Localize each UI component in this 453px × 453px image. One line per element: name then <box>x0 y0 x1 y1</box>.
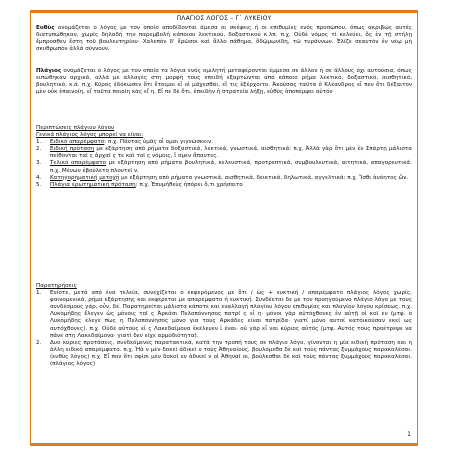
term-direct: Ευθὺς <box>36 25 55 31</box>
list-description: με εξάρτηση από ρήματα γνωστικά, αισθητικά, δεικτικά, δηλωτικά, αγγελτικά: π.χ. Ἴσθι ἀνόητος ὤν. <box>119 174 409 181</box>
page-title: ΠΛΑΓΙΟΣ ΛΟΓΟΣ – Γ΄ ΛΥΚΕΙΟΥ <box>176 15 272 22</box>
section-cases <box>36 125 412 189</box>
list-label: Πλάγια ερωτηματική πρόταση <box>50 181 136 188</box>
list-description: : π.χ. Πάντας ὑμᾶς οἶ ομαι γιγνώσκειν. <box>104 139 213 146</box>
list-text <box>50 146 412 160</box>
cases-list <box>36 139 412 189</box>
list-text: Δυο κύριες προτάσεις, συνδεόμενες παρατακτικά, κατά την τροπή τους σε πλάγιο λόγο, γίνονται η μία ειδική πρόταση και η άλλη ειδικό απαρέμφατο. π.χ. Ἠὰ ν μὲν δοκεῖ ἀδικεῖ ν τοὺς Ἀθηναίους, βουλόμεθα δὲ καὶ τοὺς πάντας ξυμμάχους παρακαλέσαι. (ευθύς λόγος) π.χ. Εἶ πον ὅτι σφίσι μὲν δοκοῖ εν ἀδικεῖ ν οἱ Ἀθηναῖ οι, βούλεσθαι δὲ καὶ τοὺς πάντας ξυμμάχους παρακαλέσαι. (πλάγιος λόγος) <box>50 339 412 368</box>
list-number: 5. <box>36 181 42 188</box>
section-heading: Παρατηρήσεις <box>36 283 77 289</box>
list-description: με εξάρτηση από ρήματα δοξαστικά, λεκτικά, γνωστικά, αισθητικά: π.χ. Ἀλλὰ γὰρ ὅτι μὲν ἐν Σπάρτῃ μάλιστα πείθονται ταῖ ς ἀρχαῖ ς τε καὶ τοῖ ς νόμοις, ἴ σμεν ἅπαντες. <box>50 146 412 160</box>
page-number: 1 <box>407 431 411 438</box>
list-item <box>36 146 412 160</box>
list-description: με εξάρτηση από ρήματα βουλητικά, κελευστικά, προτρεπτικά, συμβουλευτικά, αιτητικά, απαγορευτικά. π.χ. Μένων ἐβούλετο πλουτεῖ ν. <box>50 160 412 174</box>
list-item <box>36 160 412 174</box>
list-number: 4. <box>36 174 42 181</box>
remarks-list <box>36 290 412 368</box>
list-description: : π.χ. Ἐπυμήθεὺς ἠπόρει ὅ,τι χρήσαιτο <box>135 181 243 188</box>
list-item <box>36 290 412 340</box>
paragraph-indirect-speech <box>36 68 412 96</box>
term-indirect: Πλάγιος <box>36 68 62 74</box>
list-number: 1. <box>36 290 42 297</box>
list-label: Κατηγορηματική μετοχή <box>50 174 120 181</box>
list-text: Ενίοτε, μετά από ένα τελεία, συνεχίζεται ο εκφερόμενος με ὅτι / ὡς + ευκτική / απαρέμφατο πλάγιος λόγος χωρίς, φαινομενικά, ρήμα εξάρτησης και εκφέρεται με απαρέμφατο ή ευκτική. Συνδέεται δε με τον προηγούμενο πλάγιο λόγο με τους συνδέσμους γάρ, οὖν, δέ. Παρατηρείται μάλιστα κάποτε και εναλλαγή πλαγίου λόγου επιθυμίας και πλαγίου λόγου κρίσεως. π.χ. Λυκομήδης ἔλεγεν ὡς μόνοις τοῖ ς Ἀρκάσι Πελοπόννησος πατρί ς εἶ η· μόνοι γὰρ αὐτόχθονες ἐν αὐτῇ οἰ κοῖ εν (μτφ. ο Λυκομήδης έλεγε πως η Πελοπόννησος μόνο για τους Αρκάδες είναι πατρίδα· γιατί μόνο αυτοί κατοικούσαν εκεί ως αυτόχθονες). π.χ. Οὐδὲ αὐτοὺς εἰ ς Λακεδαίμονα ἐκέλευεν ἰ έναι· οὐ γὰρ εἶ ναι κύριος αὐτὸς (μτφ. Αυτός τους προέτρεψε να πάνε στη Λακεδαίμονα· γιατί δεν είχε αρμοδιότητα). <box>50 290 412 339</box>
list-label: Τελικό απαρέμφατο <box>50 160 106 167</box>
list-text <box>50 182 412 189</box>
list-number: 2. <box>36 146 42 153</box>
list-number: 1. <box>36 139 42 146</box>
list-text <box>50 175 412 182</box>
list-label: Ειδική πρόταση <box>50 146 95 153</box>
paragraph-direct-speech <box>36 25 412 53</box>
list-label: Ειδικό απαρέμφατο <box>50 139 105 146</box>
list-item <box>36 340 412 368</box>
paragraph-text: ονομάζεται ο λόγος με τον οποίο αποδίδονται άμεσα οι σκέψεις ή οι επιθυμίες ενός προσώπου, όπως ακριβώς αυτές διατυπώθηκαν, χωρίς δηλαδή την παρεμβολή κάποιου λεκτικού, δοξαστικού κ.λπ. π.χ. Οὐδὲ νόμος τί κελεύει, ὅς ἐν τῇ στήλῃ ἔμπροσθεν ἕστη τοῦ βουλευτηρίου· Χαλεπὸν δ' ἔρῶσοι καὶ ἄλλο πάθημα, ὅδῷμωνίδη, τῶ τυράννων. Ἐλίζε σεαυτὸν ἐν νέῳ μὴ σκυθρωπὸν ἀλλὰ σύννουν. <box>36 25 412 53</box>
section-subheading: Γενικά πλάγιος λόγος μπορεί να είναι: <box>36 132 144 139</box>
section-remarks <box>36 283 412 368</box>
section-heading: Περιπτώσεις πλάγιου λόγου <box>36 125 115 131</box>
paragraph-text: ονομάζεται ο λόγος με τον οποίο τα λόγια ενός ομιλητή μεταφέρονται έμμεσα σε άλλον ή σε άλλους όχι αυτούσια, όπως ειπώθηκαν αρχικά, αλλά με αλλαγές στη μορφή τους επειδή εξαρτώνται από κάποιο ρήμα λεκτικό, δοξαστικό, αισθητικό, βουλητικό, κ.ά. π.χ. Κῦρος ἐδόκωσεν ὅτι ἕτοιμοι εἶ οἱ μάχεσθαι, εἴ τις ἐξέρχοιτο. Ἀκούσας ταῦτα ὁ Κλέανδρος εἶ πεν ὅτι δέξαιτον μὲν οὐκ ἐπαινοίη, εἴ ταῦτα ποιοίη κάς εἴ η. Εἶ πε δὲ ὅτι, ἐπειδὴν ἡ στρατεία λήξῃ, εὐθὺς ἀποπέμψει αὐτόν <box>36 68 412 96</box>
list-text <box>50 160 412 174</box>
list-item <box>36 182 412 189</box>
list-item <box>36 175 412 182</box>
document-page <box>30 10 423 446</box>
list-number: 3. <box>36 160 42 167</box>
list-number: 2. <box>36 339 42 346</box>
